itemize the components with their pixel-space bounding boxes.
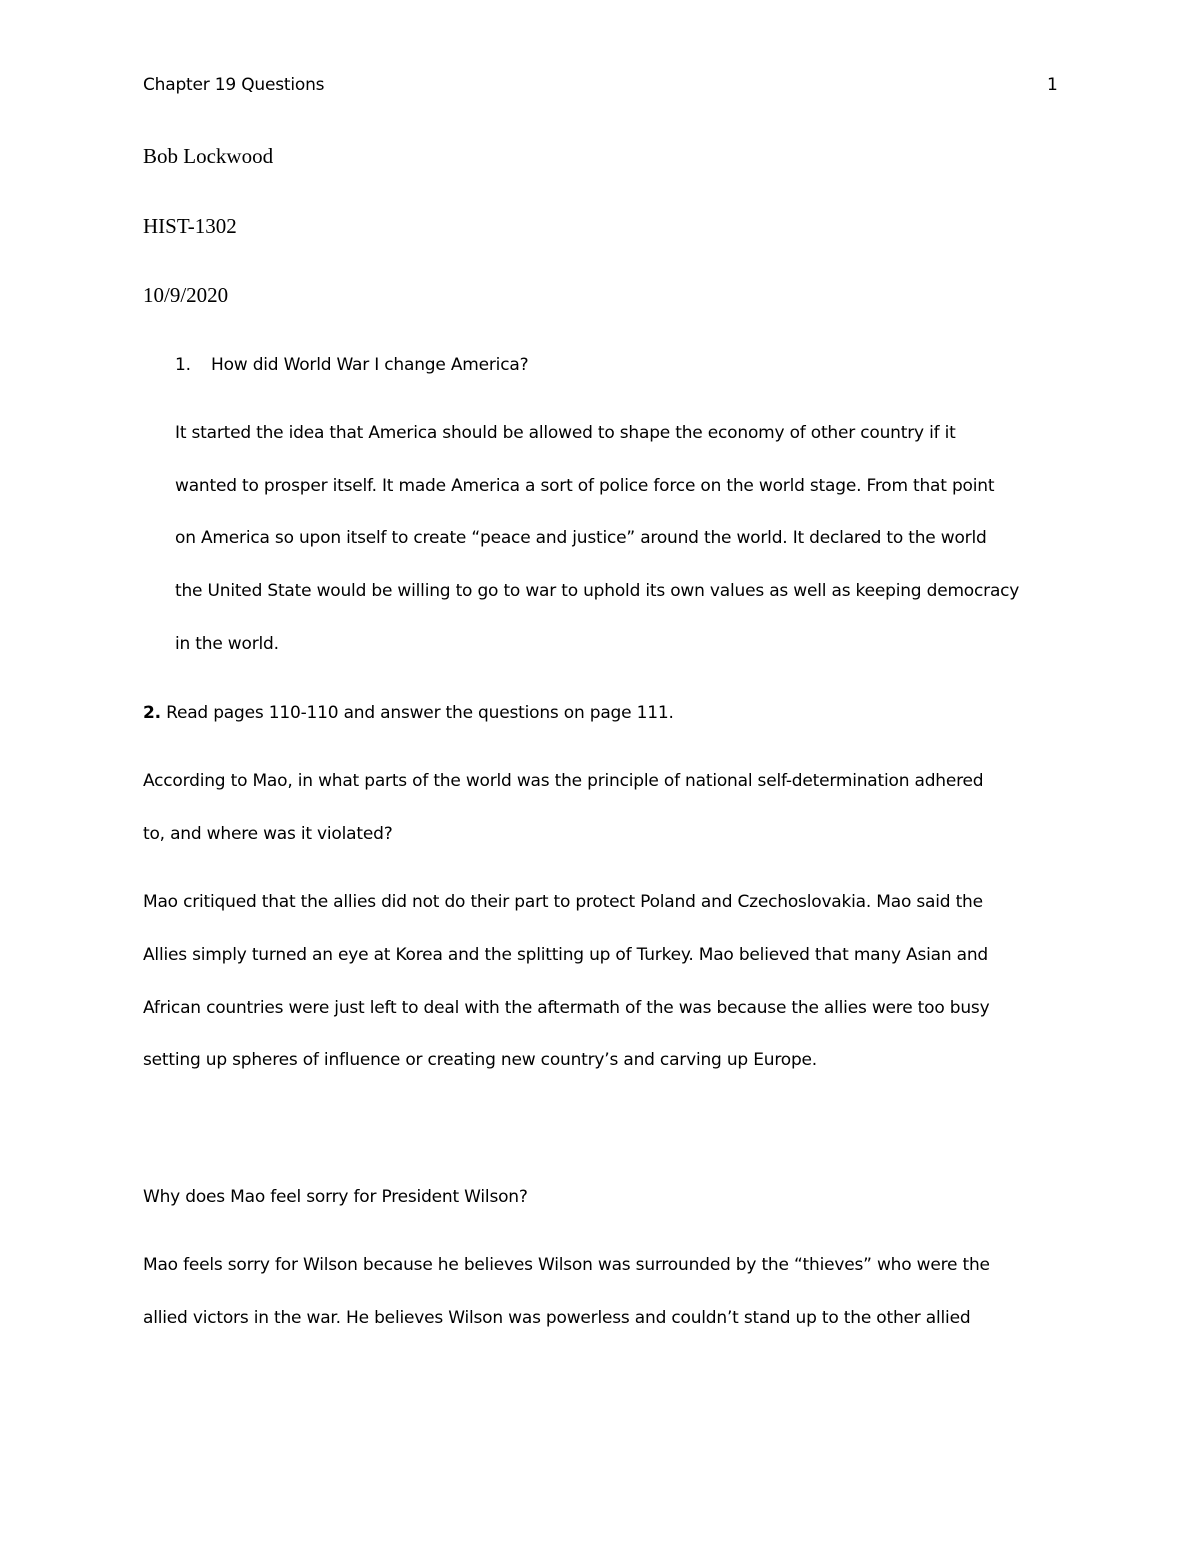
running-head: Chapter 19 Questions <box>143 75 325 95</box>
question-1-text: How did World War I change America? <box>211 355 529 375</box>
document-date: 10/9/2020 <box>143 283 229 307</box>
sub-answer-1-line: Allies simply turned an eye at Korea and the splitting up of Turkey. Mao believed that many Asian and <box>143 945 989 965</box>
answer-1-line: in the world. <box>175 634 279 654</box>
question-2-text: Read pages 110-110 and answer the questions on page 111. <box>160 703 674 723</box>
sub-question-2: Why does Mao feel sorry for President Wilson? <box>143 1187 528 1207</box>
answer-1-line: wanted to prosper itself. It made America a sort of police force on the world stage. From that point <box>175 476 995 496</box>
answer-1-line: It started the idea that America should be allowed to shape the economy of other country if it <box>175 423 956 443</box>
page-number: 1 <box>1047 75 1058 95</box>
sub-answer-1-line: African countries were just left to deal with the aftermath of the was because the allies were too busy <box>143 998 990 1018</box>
sub-answer-2-line: Mao feels sorry for Wilson because he believes Wilson was surrounded by the “thieves” who were the <box>143 1255 990 1275</box>
sub-question-1-line: According to Mao, in what parts of the world was the principle of national self-determination adhered <box>143 771 984 791</box>
sub-answer-1-line: setting up spheres of influence or creating new country’s and carving up Europe. <box>143 1050 817 1070</box>
sub-answer-2-line: allied victors in the war. He believes Wilson was powerless and couldn’t stand up to the other allied <box>143 1308 971 1328</box>
question-2-number: 2. <box>143 703 161 723</box>
answer-1-line: the United State would be willing to go to war to uphold its own values as well as keeping democracy <box>175 581 1020 601</box>
sub-answer-1-line: Mao critiqued that the allies did not do their part to protect Poland and Czechoslovakia. Mao said the <box>143 892 983 912</box>
sub-question-1-line: to, and where was it violated? <box>143 824 393 844</box>
author-name: Bob Lockwood <box>143 144 274 168</box>
answer-1-line: on America so upon itself to create “peace and justice” around the world. It declared to the world <box>175 528 987 548</box>
question-1-number: 1. <box>175 355 191 375</box>
course-code: HIST-1302 <box>143 214 237 238</box>
question-2 <box>143 705 674 722</box>
